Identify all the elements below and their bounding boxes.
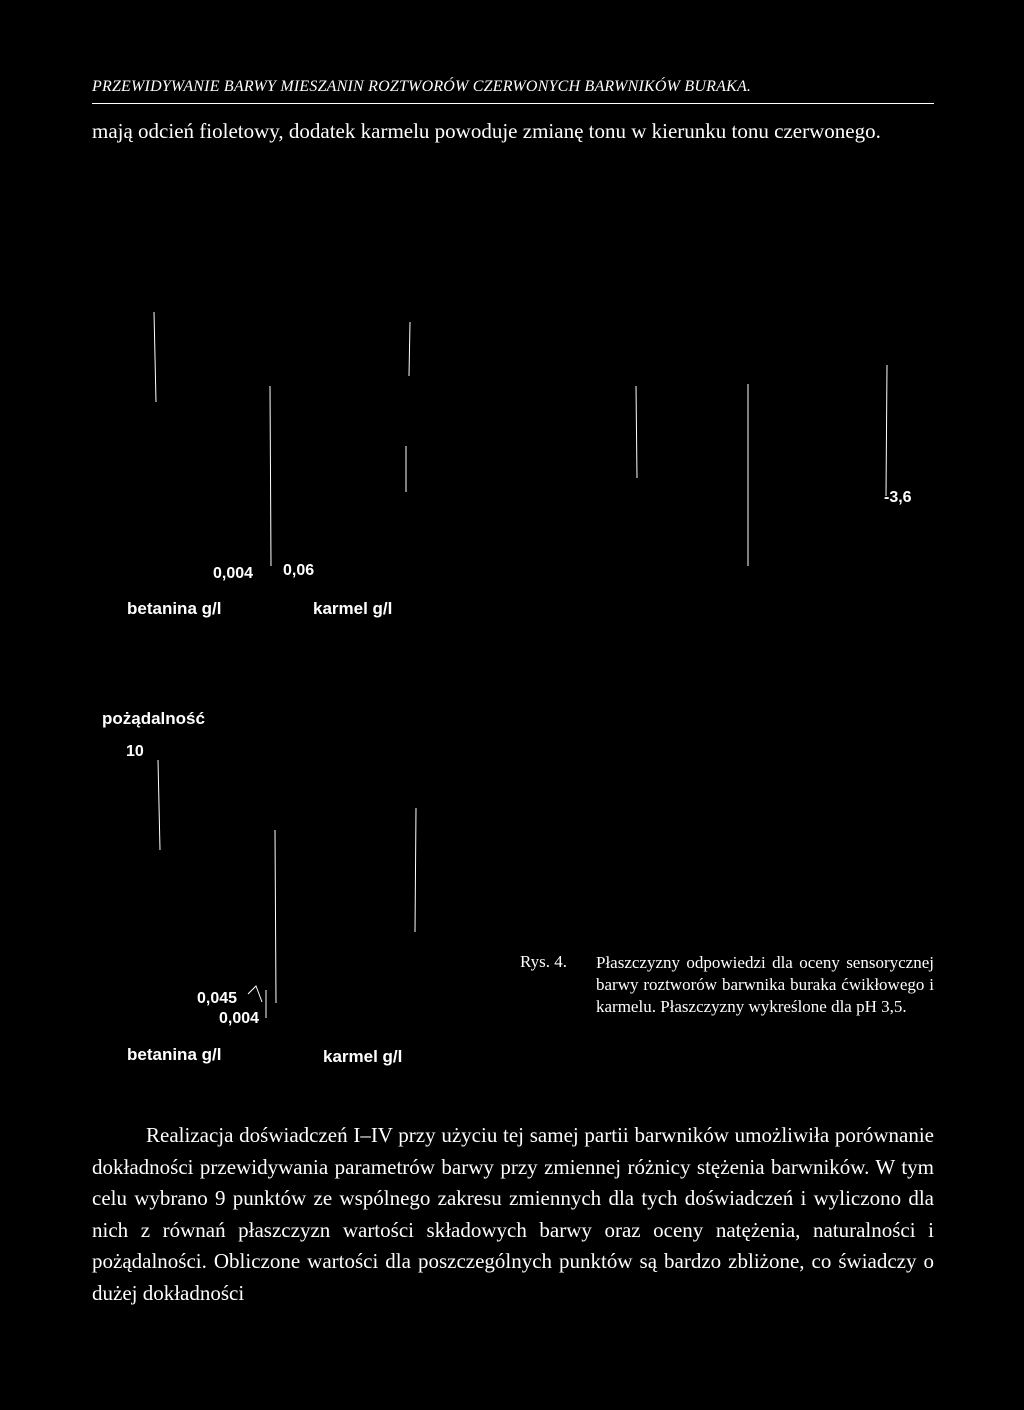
upper-axis-line-7 [886, 365, 887, 496]
upper-surface-plot [154, 312, 887, 566]
lower-surface-plot [158, 760, 416, 1018]
upper-axis-line-1 [154, 312, 156, 402]
realizacja-paragraph: Realizacja doświadczeń I–IV przy użyciu tej samej partii barwników umożliwiła porównanie dokładności przewidywania parametrów barwy przy zmiennej różnicy stężenia barwników. W tym celu wybrano 9 punktów ze wspólnego zakresu zmiennych dla tych doświadczeń i wyliczono dla nich z równań płaszczyzn wartości składowych barwy oraz oceny natężenia, naturalności i pożądalności. Obliczone wartości dla poszczególnych punktów są bardzo zbliżone, co świadczy o dużej dokładności [92, 1123, 934, 1305]
lower-karmel-label: karmel g/l [323, 1047, 403, 1066]
upper-karmel-tick: 0,06 [283, 562, 315, 579]
upper-axis-line-3 [409, 322, 410, 376]
lower-axis-line-2 [275, 830, 276, 1003]
header-rule [92, 103, 934, 104]
lower-z-axis-value: 10 [126, 743, 144, 760]
upper-axis-line-5 [636, 386, 637, 478]
figure-caption-number: Rys. 4. [520, 952, 568, 971]
upper-z-value: -3,6 [884, 489, 912, 506]
lower-betanina-tick-low: 0,004 [219, 1010, 260, 1027]
upper-betanina-tick: 0,004 [213, 565, 254, 582]
upper-axis-line-2 [270, 386, 271, 566]
lower-axis-line-1 [158, 760, 160, 850]
figure-caption-text: Płaszczyzny odpowiedzi dla oceny sensorycznej barwy roztworów barwnika buraka ćwikłowego i karmelu. Płaszczyzny wykreślone dla pH 3,5. [596, 953, 934, 1016]
lower-z-axis-title: pożądalność [102, 709, 205, 728]
lower-axis-line-3 [415, 808, 416, 932]
upper-karmel-label: karmel g/l [313, 599, 393, 618]
intro-paragraph: mają odcień fioletowy, dodatek karmelu powoduje zmianę tonu w kierunku tonu czerwonego. [92, 119, 881, 143]
upper-betanina-label: betanina g/l [127, 599, 222, 618]
lower-betanina-tick-high: 0,045 [197, 990, 238, 1007]
lower-tick-connector [248, 986, 262, 1002]
lower-betanina-label: betanina g/l [127, 1045, 222, 1064]
running-header: PRZEWIDYWANIE BARWY MIESZANIN ROZTWORÓW CZERWONYCH BARWNIKÓW BURAKA. [92, 78, 752, 95]
